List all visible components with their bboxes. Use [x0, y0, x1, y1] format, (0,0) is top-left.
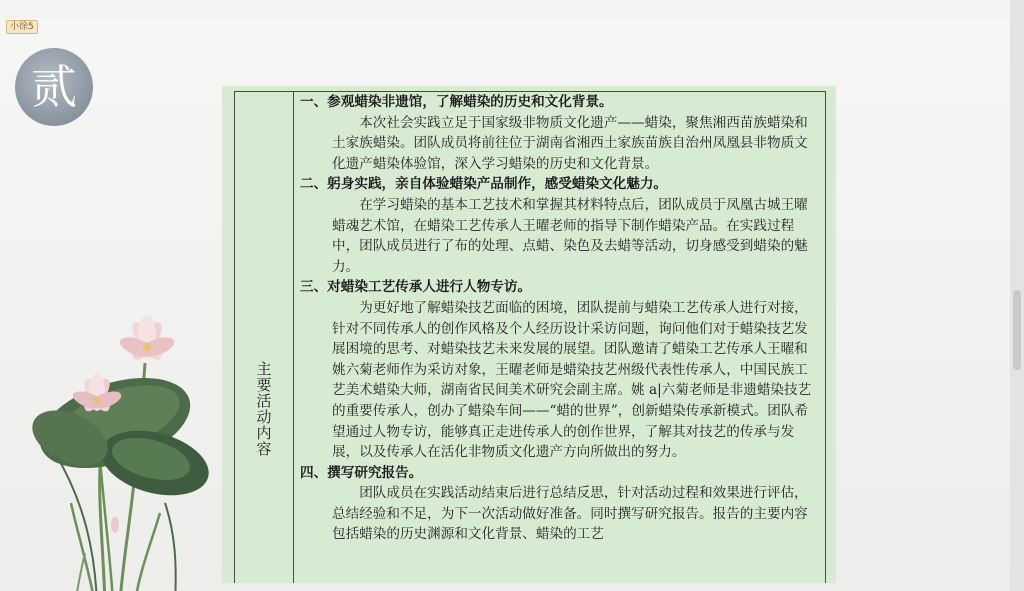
table-content-cell[interactable]: [294, 92, 825, 583]
section-2-title: 二、躬身实践，亲自体验蜡染产品制作，感受蜡染文化魅力。: [300, 176, 668, 193]
slide: [0, 18, 1010, 591]
section-2-body: 在学习蜡染的基本工艺技术和掌握其材料特点后，团队成员于凤凰古城王曜蜡魂艺术馆，在蜡染工艺传承人王曜老师的指导下制作蜡染产品。在实践过程中，团队成员进行了布的处理、点蜡、染色及去蜡等活动，切身感受到蜡染的魅力。: [332, 196, 808, 275]
user-tag: 小徐5: [6, 20, 38, 34]
section-3-body: 为更好地了解蜡染技艺面临的困境，团队提前与蜡染工艺传承人进行对接，针对不同传承人的创作风格及个人经历设计采访问题，询问他们对于蜡染技艺发展困境的思考、对蜡染技艺未来发展的展望。团队邀请了蜡染工艺传承人王曜和姚六菊老师作为采访对象，王曜老师是蜡染技艺州级代表性传承人，中国民族工艺美术蜡染大师，湖南省民间美术研究会副主席。姚 a|六菊老师是非遗蜡染技艺的重要传承人，创办了蜡染车间——“蜡的世界”，创新蜡染传承新模式。团队希望通过人物专访，能够真正走进传承人的创作世界，了解其对技艺的传承与发展，以及传承人在活化非物质文化遗产方向所做出的努力。: [332, 299, 812, 461]
scrollbar-thumb[interactable]: [1013, 290, 1021, 370]
section-3-title: 三、对蜡染工艺传承人进行人物专访。: [300, 279, 532, 296]
table-label-cell: [235, 92, 294, 583]
section-1-title: 一、参观蜡染非遗馆，了解蜡染的历史和文化背景。: [300, 94, 613, 110]
vertical-scrollbar[interactable]: [1010, 0, 1024, 591]
section-4-body: 团队成员在实践活动结束后进行总结反思，针对活动过程和效果进行评估，总结经验和不足，为下一次活动做好准备。同时撰写研究报告。报告的主要内容包括蜡染的历史渊源和文化背景、蜡染的工艺: [332, 485, 808, 543]
chapter-badge: [15, 48, 93, 126]
section-1-body: 本次社会实践立足于国家级非物质文化遗产——蜡染，聚焦湘西苗族蜡染和土家族蜡染。团队成员将前往位于湖南省湘西土家族苗族自治州凤凰县非物质文化遗产蜡染体验馆，深入学习蜡染的历史和文化背景。: [332, 114, 808, 172]
lotus-illustration-icon: [25, 303, 230, 591]
activity-table: [234, 91, 826, 583]
content-card: [222, 86, 836, 583]
chapter-badge-text: 贰: [31, 60, 77, 114]
table-label: 主要活动内容: [254, 360, 273, 457]
section-4-title: 四、撰写研究报告。: [300, 464, 423, 481]
